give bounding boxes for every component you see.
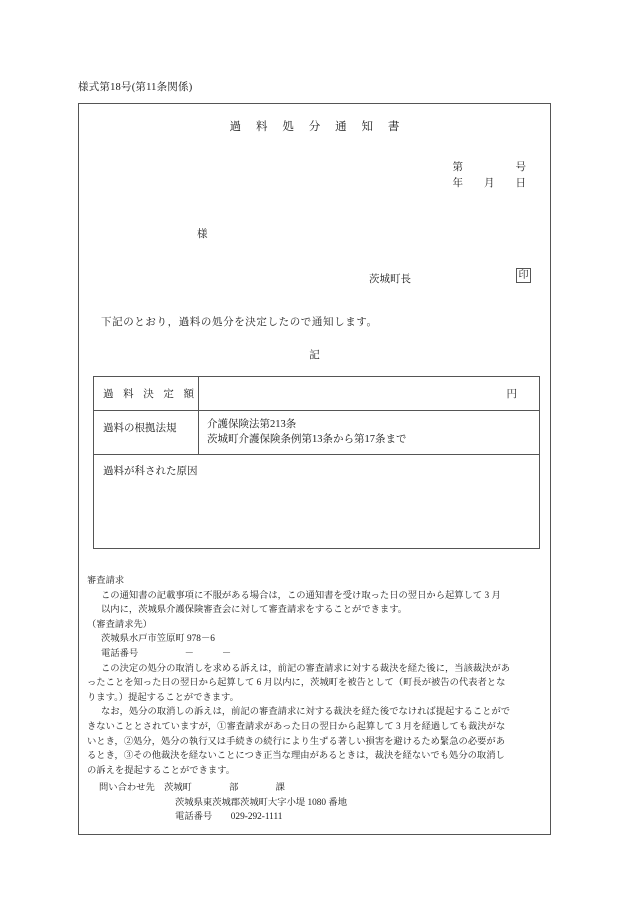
inquiry-address-line: 茨城県東茨城郡茨城町大字小堤 1080 番地 — [175, 797, 347, 808]
appeal-paragraph-3-line-2: きないこととされていますが，①審査請求があった日の翌日から起算して 3 月を経過しても裁決がな — [87, 721, 506, 732]
appeal-paragraph-3-line-1: なお，処分の取消しの訴えは，前記の審査請求に対する裁決を経た後でなければ提起することがで — [101, 707, 511, 718]
issuer-name: 茨城町長 — [369, 274, 411, 285]
appeal-paragraph-2-line-3: ります。）提起することができます。 — [87, 692, 239, 703]
inquiry-department-line: 問い合わせ先 茨城町 部 課 — [99, 783, 285, 793]
notice-sentence: 下記のとおり，過料の処分を決定したので通知します。 — [101, 317, 378, 328]
document-number-line: 第 号 — [452, 162, 526, 173]
table-row-cause — [94, 455, 540, 549]
appeal-paragraph-3-line-5: の訴えを提起することができます。 — [87, 765, 236, 776]
legal-basis-line-1: 介護保険法第213条 — [207, 419, 297, 430]
appeal-information-section — [87, 574, 542, 778]
appeal-paragraph-3-line-3: いとき，②処分，処分の執行又は手続きの続行により生ずる著しい損害を避けるため緊急の必要があ — [87, 736, 505, 747]
table-row-legal-basis — [94, 411, 540, 455]
appeal-paragraph-2-line-2: ったことを知った日の翌日から起算して 6 月以内に，茨城町を被告として（町長が被告の代表者とな — [87, 678, 506, 689]
inquiry-contact-block — [87, 781, 347, 825]
fine-amount-value-cell[interactable] — [199, 377, 540, 411]
addressee-honorific: 様 — [197, 229, 208, 240]
legal-basis-line-2: 茨城町介護保険条例第13条から第17条まで — [207, 434, 407, 445]
table-row-fine-amount — [94, 377, 540, 411]
appeal-paragraph-2-line-1: この決定の処分の取消しを求める訴えは，前記の審査請求に対する裁決を経た後に，当該裁決があ — [101, 663, 511, 674]
appeal-contact-heading: （審査請求先） — [87, 619, 153, 630]
seal-stamp-box: 印 — [516, 268, 531, 283]
cause-label: 過料が科された原因 — [103, 466, 198, 477]
appeal-paragraph-1-line-1: この通知書の記載事項に不服がある場合は，この通知書を受け取った日の翌日から起算して 3 月 — [101, 590, 501, 601]
appeal-heading: 審査請求 — [87, 576, 125, 586]
page-title: 過 料 処 分 通 知 書 — [229, 121, 406, 133]
notice-form-sheet — [78, 103, 551, 835]
legal-basis-value-cell — [199, 411, 540, 455]
cause-cell[interactable] — [94, 455, 540, 549]
appeal-paragraph-3-line-4: るとき，③その他裁決を経ないことにつき正当な理由があるときは，裁決を経ないでも処分の取消し — [87, 751, 505, 762]
disposition-details-table — [93, 376, 540, 549]
form-number: 様式第18号(第11条関係) — [78, 82, 193, 93]
inquiry-phone-line: 電話番号 029-292-1111 — [175, 812, 283, 823]
appeal-contact-address: 茨城県水戸市笠原町 978－6 — [101, 634, 215, 645]
legal-basis-label: 過料の根拠法規 — [103, 423, 177, 434]
document-number-date-block — [453, 160, 527, 192]
currency-unit-yen: 円 — [506, 389, 517, 400]
appeal-paragraph-1-line-2: 以内に，茨城県介護保険審査会に対して審査請求をすることができます。 — [101, 605, 408, 616]
fine-amount-label: 過 料 決 定 額 — [103, 389, 198, 400]
kiji-marker: 記 — [309, 350, 320, 361]
fine-amount-label-cell — [94, 377, 199, 411]
document-date-line: 年 月 日 — [452, 178, 526, 189]
legal-basis-label-cell — [94, 411, 199, 455]
appeal-contact-phone: 電話番号 － － — [101, 648, 232, 659]
